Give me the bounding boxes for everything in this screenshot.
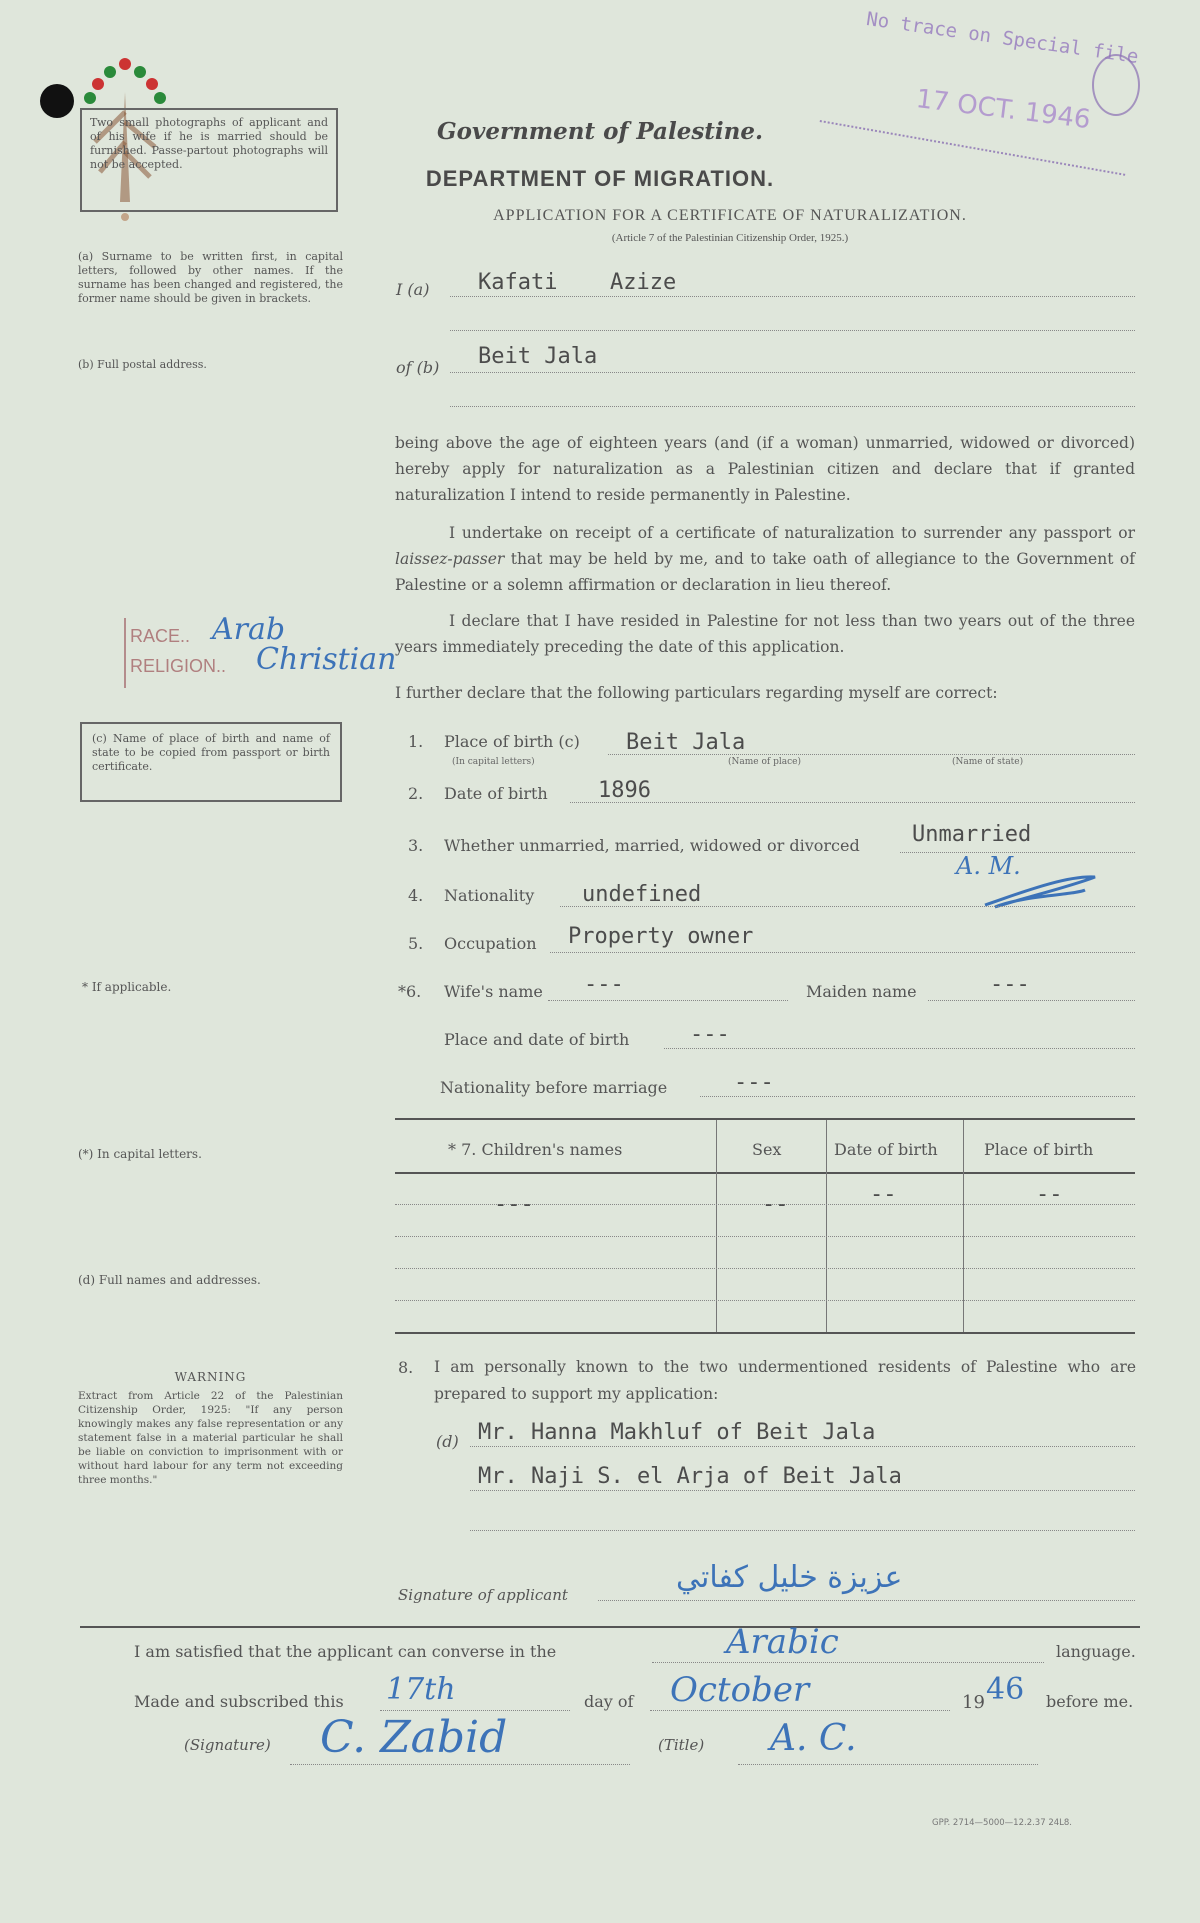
p1-hint-state: (Name of state) bbox=[952, 757, 1024, 767]
dotline-title bbox=[738, 1764, 1038, 1765]
dotline-p6 bbox=[548, 1000, 788, 1001]
dotline-name bbox=[450, 296, 1135, 297]
header-department: DEPARTMENT OF MIGRATION. bbox=[425, 166, 775, 191]
year-value: 46 bbox=[986, 1672, 1025, 1707]
dotline-p1 bbox=[608, 754, 1135, 755]
para-undertake-b: that may be held by me, and to take oath of allegiance to the Government of Palestine or a solemn affirmation or declaration in lieu thereof. bbox=[395, 550, 1135, 594]
p4-label: Nationality bbox=[444, 886, 535, 905]
table-header-pob: Place of birth bbox=[984, 1140, 1094, 1159]
stamp-no-trace: No trace on Special file bbox=[864, 8, 1140, 68]
dotline-name-2 bbox=[450, 330, 1135, 331]
dotline-wife-birth bbox=[664, 1048, 1135, 1049]
given-name-value: Azize bbox=[610, 270, 677, 295]
if-applicable-note: * If applicable. bbox=[82, 980, 172, 994]
dotline-language bbox=[652, 1662, 1044, 1663]
p5-num: 5. bbox=[408, 934, 424, 953]
p4-num: 4. bbox=[408, 886, 424, 905]
header-application: APPLICATION FOR A CERTIFICATE OF NATURALIZATION. bbox=[493, 207, 967, 224]
table-cell-pob: -- bbox=[1036, 1182, 1063, 1207]
race-label: RACE.. bbox=[130, 626, 191, 646]
p3-label: Whether unmarried, married, widowed or divorced bbox=[444, 836, 860, 855]
dotline-p5 bbox=[550, 952, 1135, 953]
note-c-box bbox=[80, 722, 342, 802]
surname-value: Kafati bbox=[478, 270, 558, 295]
address-value: Beit Jala bbox=[478, 344, 598, 369]
p1-value: Beit Jala bbox=[626, 730, 746, 755]
table-header-names: * 7. Children's names bbox=[448, 1140, 623, 1159]
dotline-address bbox=[450, 372, 1135, 373]
dotline-ref1 bbox=[470, 1446, 1135, 1447]
warning-text: Extract from Article 22 of the Palestinian Citizenship Order, 1925: "If any person knowingly makes any false representation or any statement false in a material particular he shall be liable on conviction to imprisonment with or without hard labour for any term not exceeding three months." bbox=[78, 1390, 343, 1486]
table-header-dob: Date of birth bbox=[834, 1140, 938, 1159]
p6-label: Wife's name bbox=[444, 982, 543, 1001]
para-undertake-a: I undertake on receipt of a certificate of naturalization to surrender any passport or bbox=[449, 524, 1135, 542]
d-label: (d) bbox=[436, 1432, 459, 1451]
religion-value: Christian bbox=[256, 642, 397, 677]
table-cell-dob: -- bbox=[870, 1182, 897, 1207]
para-undertake-laissez: laissez-passer bbox=[395, 550, 505, 568]
para-undertake bbox=[395, 520, 1135, 598]
before-me: before me. bbox=[1046, 1692, 1134, 1711]
table-cell-sex: -- bbox=[762, 1192, 789, 1217]
race-value: Arab bbox=[212, 612, 286, 647]
initials-scribble-icon bbox=[975, 865, 1105, 915]
dotline-signature bbox=[598, 1600, 1135, 1601]
dotline-official-sig bbox=[290, 1764, 630, 1765]
p6-value: --- bbox=[584, 972, 624, 997]
year-prefix: 19 bbox=[962, 1692, 985, 1713]
print-code: GPP. 2714—5000—12.2.37 24L8. bbox=[932, 1818, 1072, 1828]
note-c: (c) Name of place of birth and name of state to be copied from passport or birth certificate. bbox=[92, 732, 330, 773]
maiden-value: --- bbox=[990, 972, 1030, 997]
p5-value: Property owner bbox=[568, 924, 754, 949]
dotline-p4 bbox=[560, 906, 1135, 907]
attest-rule bbox=[80, 1626, 1140, 1628]
dotline-p2 bbox=[570, 802, 1135, 803]
wife-birth-label: Place and date of birth bbox=[444, 1030, 630, 1049]
stamp-circle bbox=[1092, 54, 1140, 116]
table-row-line-4 bbox=[395, 1300, 1135, 1301]
header-article: (Article 7 of the Palestinian Citizenship Order, 1925.) bbox=[611, 232, 849, 244]
dotline-address-2 bbox=[450, 406, 1135, 407]
capital-letters-note: (*) In capital letters. bbox=[78, 1147, 202, 1161]
month-value: October bbox=[670, 1670, 810, 1710]
para-particulars: I further declare that the following particulars regarding myself are correct: bbox=[395, 684, 998, 702]
wife-nat-label: Nationality before marriage bbox=[440, 1078, 668, 1097]
p6-num: *6. bbox=[398, 982, 422, 1001]
i-a-label: I (a) bbox=[396, 280, 430, 299]
religion-label: RELIGION.. bbox=[130, 656, 227, 676]
maiden-label: Maiden name bbox=[806, 982, 917, 1001]
punch-hole bbox=[40, 84, 74, 118]
p1-label: Place of birth (c) bbox=[444, 732, 580, 751]
made-label: Made and subscribed this bbox=[134, 1692, 344, 1711]
day-of-label: day of bbox=[584, 1692, 634, 1711]
p8-num: 8. bbox=[398, 1358, 414, 1377]
p8-text: I am personally known to the two undermentioned residents of Palestine who are prepared to support my application: bbox=[434, 1358, 1136, 1403]
para-apply: being above the age of eighteen years (and (if a woman) unmarried, widowed or divorced) hereby apply for naturalization as a Palestinian citizen and declare that if granted naturalization I intend to reside permanently in Palestine. bbox=[395, 434, 1135, 504]
dotline-ref3 bbox=[470, 1530, 1135, 1531]
p2-num: 2. bbox=[408, 784, 424, 803]
dotline-wife-nat bbox=[700, 1096, 1135, 1097]
p2-label: Date of birth bbox=[444, 784, 548, 803]
table-header-rule bbox=[395, 1172, 1135, 1174]
table-header-sex: Sex bbox=[752, 1140, 782, 1159]
initials-value: A. M. bbox=[956, 852, 1021, 880]
referee-1: Mr. Hanna Makhluf of Beit Jala bbox=[478, 1420, 876, 1445]
note-b: (b) Full postal address. bbox=[78, 358, 207, 371]
sig-label: (Signature) bbox=[184, 1736, 271, 1754]
p2-value: 1896 bbox=[598, 778, 651, 803]
dotline-month bbox=[650, 1710, 950, 1711]
table-row-line-2 bbox=[395, 1236, 1135, 1237]
attest-line1: I am satisfied that the applicant can converse in the bbox=[134, 1642, 557, 1661]
title-value: A. C. bbox=[770, 1718, 857, 1759]
sig-value: C. Zabid bbox=[320, 1712, 508, 1763]
table-bottom-rule bbox=[395, 1332, 1135, 1334]
note-a: (a) Surname to be written first, in capital letters, followed by other names. If the surname has been changed and registered, the former name should be given in brackets. bbox=[78, 250, 343, 305]
table-top-rule bbox=[395, 1118, 1135, 1120]
p1-hint-capital: (In capital letters) bbox=[452, 757, 535, 767]
p5-label: Occupation bbox=[444, 934, 537, 953]
attest-language: Arabic bbox=[726, 1622, 839, 1662]
p3-num: 3. bbox=[408, 836, 424, 855]
wife-nat-value: --- bbox=[734, 1070, 774, 1095]
p1-num: 1. bbox=[408, 732, 424, 751]
p1-hint-place: (Name of place) bbox=[728, 757, 801, 767]
signature-arabic: عزيزة خليل كفاتي bbox=[676, 1560, 903, 1595]
dotline-maiden bbox=[928, 1000, 1135, 1001]
note-d: (d) Full names and addresses. bbox=[78, 1273, 261, 1287]
p4-value: undefined bbox=[582, 882, 702, 907]
table-row-line-3 bbox=[395, 1268, 1135, 1269]
dotline-p3 bbox=[900, 852, 1135, 853]
warning-title: WARNING bbox=[174, 1370, 247, 1384]
header-government: Government of Palestine. bbox=[436, 118, 763, 145]
title-label: (Title) bbox=[658, 1736, 705, 1754]
photo-note: Two small photographs of applicant and of his wife if he is married should be furnished. Passe-partout photographs will not be accepted. bbox=[90, 116, 328, 171]
signature-label: Signature of applicant bbox=[398, 1586, 568, 1604]
p3-value: Unmarried bbox=[912, 822, 1032, 847]
dotline-ref2 bbox=[470, 1490, 1135, 1491]
referee-2: Mr. Naji S. el Arja of Beit Jala bbox=[478, 1464, 902, 1489]
para-reside: I declare that I have resided in Palestine for not less than two years out of the three years immediately preceding the date of this application. bbox=[395, 612, 1135, 656]
wife-birth-value: --- bbox=[690, 1022, 730, 1047]
day-value: 17th bbox=[386, 1672, 456, 1707]
dotline-day bbox=[380, 1710, 570, 1711]
of-b-label: of (b) bbox=[396, 358, 440, 377]
attest-language-suffix: language. bbox=[1056, 1642, 1136, 1661]
stamp-date: 17 OCT. 1946 bbox=[914, 84, 1093, 136]
table-cell-name: --- bbox=[494, 1192, 534, 1217]
